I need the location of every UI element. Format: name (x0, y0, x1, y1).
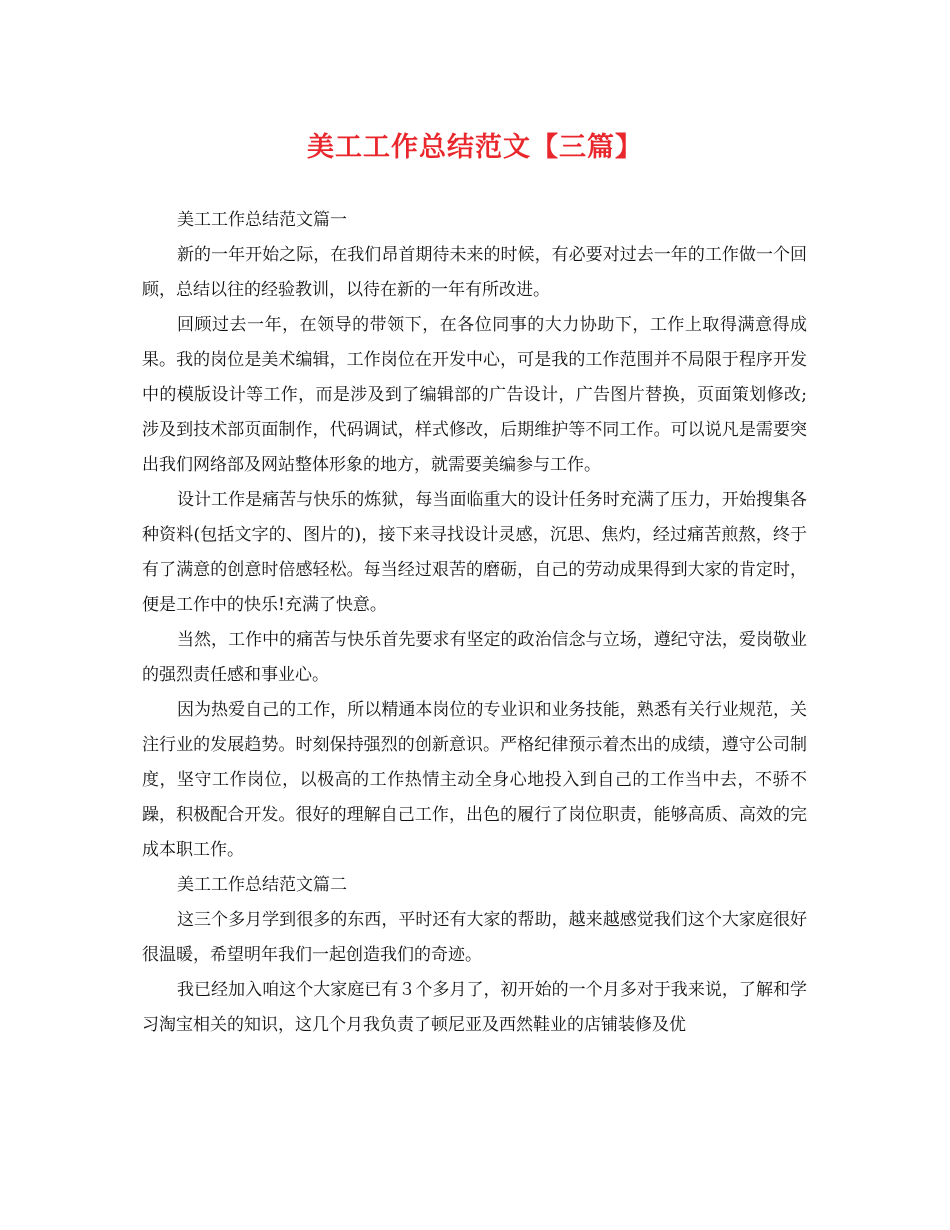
paragraph: 新的一年开始之际，在我们昂首期待未来的时候，有必要对过去一年的工作做一个回顾，总结以往的经验教训，以待在新的一年有所改进。 (142, 245, 807, 300)
paragraph: 设计工作是痛苦与快乐的炼狱，每当面临重大的设计任务时充满了压力，开始搜集各种资料(包括文字的、图片的)，接下来寻找设计灵感，沉思、焦灼，经过痛苦煎熬，终于有了满意的创意时倍感轻松。每当经过艰苦的磨砺，自己的劳动成果得到大家的肯定时，便是工作中的快乐!充满了快意。 (142, 490, 807, 615)
paragraph: 美工工作总结范文篇二 (177, 875, 347, 895)
paragraph: 美工工作总结范文篇一 (177, 210, 347, 230)
paragraph: 当然，工作中的痛苦与快乐首先要求有坚定的政治信念与立场，遵纪守法，爱岗敬业的强烈责任感和事业心。 (142, 630, 807, 685)
paragraph: 因为热爱自己的工作，所以精通本岗位的专业识和业务技能，熟悉有关行业规范，关注行业的发展趋势。时刻保持强烈的创新意识。严格纪律预示着杰出的成绩，遵守公司制度，坚守工作岗位，以极高的工作热情主动全身心地投入到自己的工作当中去，不骄不躁，积极配合开发。很好的理解自己工作，出色的履行了岗位职责，能够高质、高效的完成本职工作。 (142, 700, 807, 860)
document-body (142, 203, 807, 1043)
document-title: 美工工作总结范文【三篇】 (307, 132, 643, 163)
paragraph: 我已经加入咱这个大家庭已有３个多月了，初开始的一个月多对于我来说，了解和学习淘宝相关的知识，这几个月我负责了顿尼亚及西然鞋业的店铺装修及优 (142, 980, 807, 1035)
paragraph: 回顾过去一年，在领导的带领下，在各位同事的大力协助下，工作上取得满意得成果。我的岗位是美术编辑，工作岗位在开发中心，可是我的工作范围并不局限于程序开发中的模版设计等工作，而是涉及到了编辑部的广告设计，广告图片替换，页面策划修改;涉及到技术部页面制作，代码调试，样式修改，后期维护等不同工作。可以说凡是需要突出我们网络部及网站整体形象的地方，就需要美编参与工作。 (142, 315, 807, 475)
paragraph: 这三个多月学到很多的东西，平时还有大家的帮助，越来越感觉我们这个大家庭很好很温暖，希望明年我们一起创造我们的奇迹。 (142, 910, 807, 965)
